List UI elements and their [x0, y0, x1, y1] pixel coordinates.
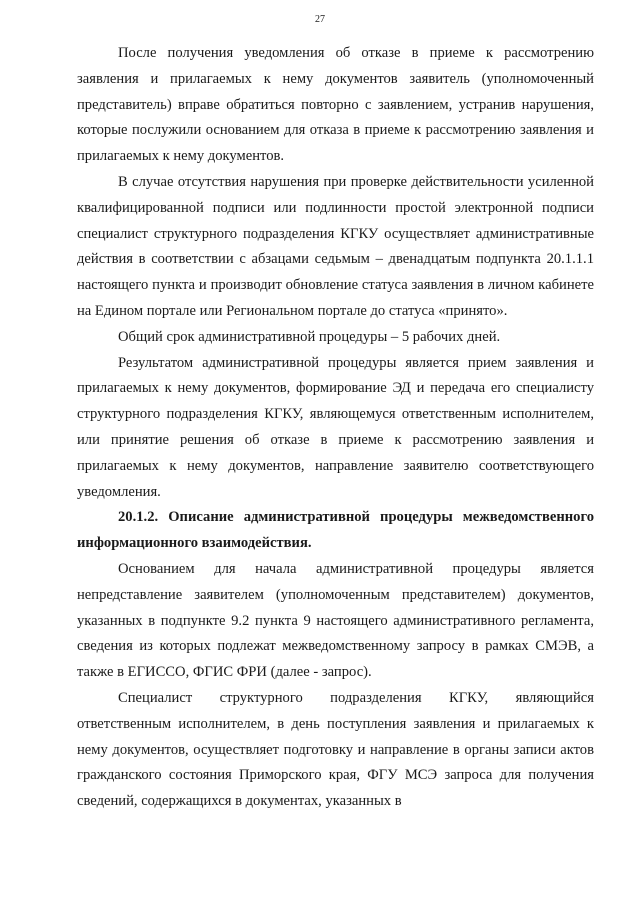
paragraph-total-term: Общий срок административной процедуры – 5 рабочих дней. — [118, 328, 501, 345]
page-number: 27 — [315, 14, 325, 25]
document-body — [77, 41, 594, 815]
section-heading-20-1-2 — [77, 505, 594, 557]
paragraph-signature-check: В случае отсутствия нарушения при проверке действительности усиленной квалифицированной подписи или подлинности простой электронной подписи специалист структурного подразделения КГКУ осуществляет административные действия в соответствии с абзацами седьмым – двенадцатым подпункта 20.1.1.1 настоящего пункта и производит обновление статуса заявления в личном кабинете на Едином портале или Региональном портале до статуса «принято». — [77, 173, 594, 319]
paragraph-specialist-request: Специалист структурного подразделения КГКУ, являющийся ответственным исполнителем, в день поступления заявления и прилагаемых к нему документов, осуществляет подготовку и направление в органы записи актов гражданского состояния Приморского края, ФГУ МСЭ запроса для получения сведений, содержащихся в документах, указанных в — [77, 689, 594, 810]
paragraph-rejection-reapply: После получения уведомления об отказе в приеме к рассмотрению заявления и прилагаемых к нему документов заявитель (уполномоченный представитель) вправе обратиться повторно с заявлением, устранив нарушения, которые послужили основанием для отказа в приеме к рассмотрению заявления и прилагаемых к нему документов. — [77, 45, 594, 165]
paragraph-basis-for-start: Основанием для начала административной процедуры является непредставление заявителем (уполномоченным представителем) документов, указанных в подпункте 9.2 пункта 9 настоящего административного регламента, сведения из которых подлежат межведомственному запросу в рамках СМЭВ, а также в ЕГИССО, ФГИС ФРИ (далее - запрос). — [77, 560, 594, 681]
section-heading-text: 20.1.2. Описание административной процедуры межведомственного информационного взаимодействия. — [77, 509, 594, 552]
paragraph-procedure-result: Результатом административной процедуры является прием заявления и прилагаемых к нему документов, формирование ЭД и передача его специалисту структурного подразделения КГКУ, являющемуся ответственным исполнителем, или принятие решения об отказе в приеме к рассмотрению заявления и прилагаемых к нему документов, направление заявителю соответствующего уведомления. — [77, 354, 594, 500]
